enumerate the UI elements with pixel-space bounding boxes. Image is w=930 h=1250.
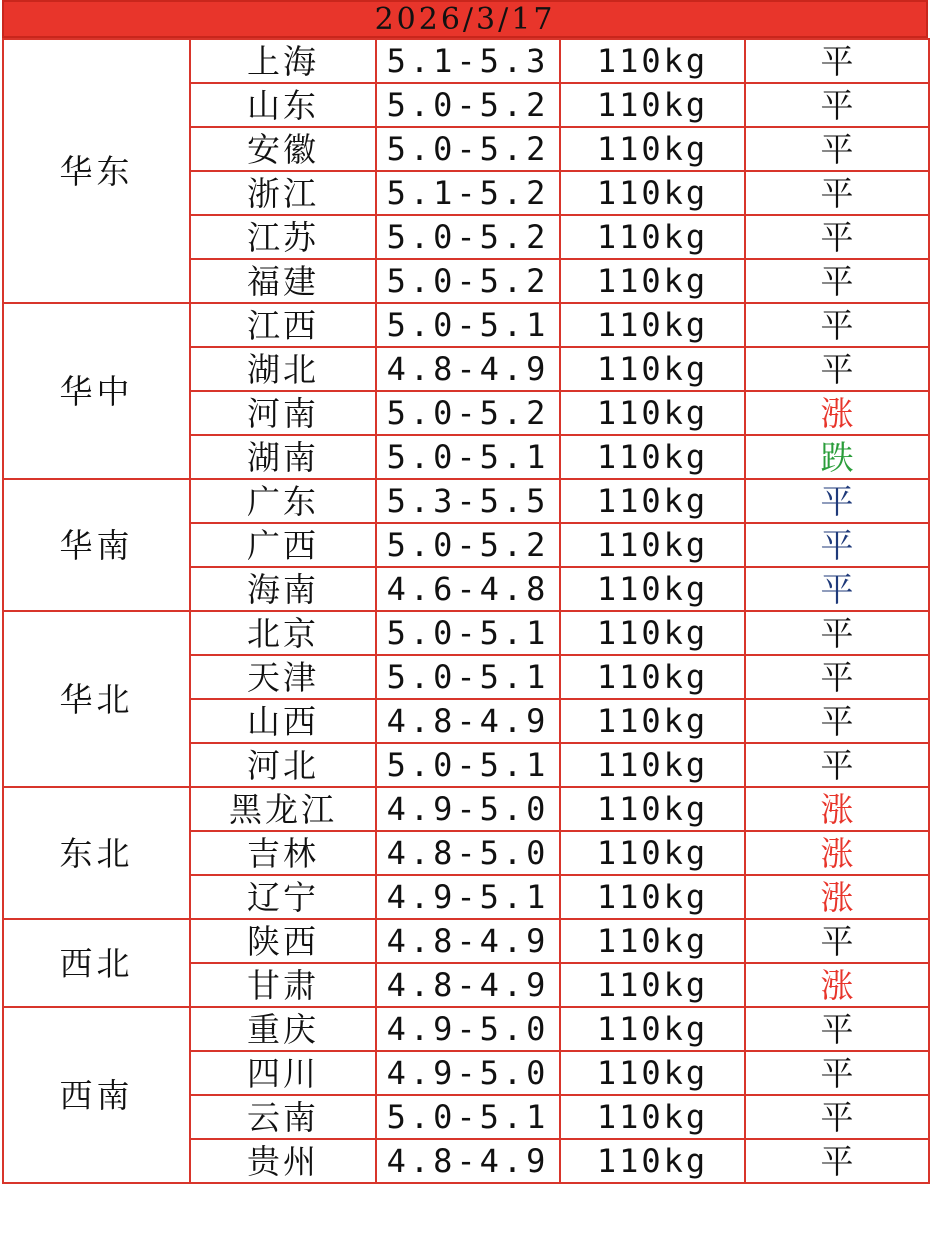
price-range-cell: 4.8-4.9 xyxy=(376,1139,560,1183)
trend-cell: 平 xyxy=(745,171,929,215)
price-range-cell: 5.0-5.1 xyxy=(376,1095,560,1139)
trend-cell: 涨 xyxy=(745,391,929,435)
weight-cell: 110kg xyxy=(560,479,745,523)
trend-cell: 跌 xyxy=(745,435,929,479)
trend-cell: 平 xyxy=(745,1007,929,1051)
price-range-cell: 4.9-5.0 xyxy=(376,787,560,831)
price-range-cell: 4.9-5.0 xyxy=(376,1007,560,1051)
weight-cell: 110kg xyxy=(560,787,745,831)
weight-cell: 110kg xyxy=(560,303,745,347)
price-range-cell: 4.8-4.9 xyxy=(376,347,560,391)
weight-cell: 110kg xyxy=(560,1051,745,1095)
price-range-cell: 5.3-5.5 xyxy=(376,479,560,523)
weight-cell: 110kg xyxy=(560,347,745,391)
trend-cell: 平 xyxy=(745,919,929,963)
province-cell: 上海 xyxy=(190,39,376,83)
price-range-cell: 4.8-4.9 xyxy=(376,919,560,963)
province-cell: 浙江 xyxy=(190,171,376,215)
province-cell: 海南 xyxy=(190,567,376,611)
province-cell: 山东 xyxy=(190,83,376,127)
trend-cell: 平 xyxy=(745,83,929,127)
price-range-cell: 5.0-5.1 xyxy=(376,611,560,655)
weight-cell: 110kg xyxy=(560,1095,745,1139)
province-cell: 广西 xyxy=(190,523,376,567)
weight-cell: 110kg xyxy=(560,743,745,787)
price-range-cell: 5.1-5.3 xyxy=(376,39,560,83)
date-title: 2026/3/17 xyxy=(374,1,556,37)
weight-cell: 110kg xyxy=(560,567,745,611)
price-range-cell: 4.9-5.0 xyxy=(376,1051,560,1095)
weight-cell: 110kg xyxy=(560,699,745,743)
province-cell: 福建 xyxy=(190,259,376,303)
price-range-cell: 5.0-5.1 xyxy=(376,435,560,479)
price-table-sheet xyxy=(2,0,928,1184)
province-cell: 辽宁 xyxy=(190,875,376,919)
province-cell: 甘肃 xyxy=(190,963,376,1007)
weight-cell: 110kg xyxy=(560,259,745,303)
province-cell: 黑龙江 xyxy=(190,787,376,831)
price-range-cell: 5.0-5.2 xyxy=(376,391,560,435)
region-cell: 华东 xyxy=(3,39,190,303)
weight-cell: 110kg xyxy=(560,1007,745,1051)
province-cell: 吉林 xyxy=(190,831,376,875)
weight-cell: 110kg xyxy=(560,83,745,127)
trend-cell: 平 xyxy=(745,303,929,347)
weight-cell: 110kg xyxy=(560,215,745,259)
region-cell: 华北 xyxy=(3,611,190,787)
weight-cell: 110kg xyxy=(560,391,745,435)
price-range-cell: 4.9-5.1 xyxy=(376,875,560,919)
province-cell: 安徽 xyxy=(190,127,376,171)
province-cell: 江西 xyxy=(190,303,376,347)
province-cell: 北京 xyxy=(190,611,376,655)
price-table-body xyxy=(3,39,929,1183)
region-cell: 西北 xyxy=(3,919,190,1007)
price-range-cell: 5.0-5.1 xyxy=(376,743,560,787)
province-cell: 云南 xyxy=(190,1095,376,1139)
price-range-cell: 5.0-5.1 xyxy=(376,655,560,699)
price-range-cell: 5.0-5.2 xyxy=(376,259,560,303)
region-cell: 西南 xyxy=(3,1007,190,1183)
region-cell: 华中 xyxy=(3,303,190,479)
trend-cell: 平 xyxy=(745,699,929,743)
price-range-cell: 4.8-4.9 xyxy=(376,699,560,743)
price-range-cell: 4.6-4.8 xyxy=(376,567,560,611)
weight-cell: 110kg xyxy=(560,655,745,699)
province-cell: 广东 xyxy=(190,479,376,523)
table-row xyxy=(3,787,929,831)
trend-cell: 平 xyxy=(745,1095,929,1139)
trend-cell: 涨 xyxy=(745,963,929,1007)
weight-cell: 110kg xyxy=(560,523,745,567)
trend-cell: 平 xyxy=(745,127,929,171)
trend-cell: 平 xyxy=(745,567,929,611)
table-row xyxy=(3,39,929,83)
province-cell: 湖南 xyxy=(190,435,376,479)
region-cell: 东北 xyxy=(3,787,190,919)
price-range-cell: 5.0-5.2 xyxy=(376,215,560,259)
weight-cell: 110kg xyxy=(560,919,745,963)
weight-cell: 110kg xyxy=(560,127,745,171)
province-cell: 陕西 xyxy=(190,919,376,963)
trend-cell: 平 xyxy=(745,1139,929,1183)
trend-cell: 平 xyxy=(745,215,929,259)
date-header xyxy=(2,0,928,38)
weight-cell: 110kg xyxy=(560,435,745,479)
province-cell: 四川 xyxy=(190,1051,376,1095)
province-cell: 山西 xyxy=(190,699,376,743)
price-range-cell: 5.0-5.2 xyxy=(376,127,560,171)
weight-cell: 110kg xyxy=(560,1139,745,1183)
trend-cell: 平 xyxy=(745,1051,929,1095)
weight-cell: 110kg xyxy=(560,963,745,1007)
trend-cell: 平 xyxy=(745,259,929,303)
price-range-cell: 5.1-5.2 xyxy=(376,171,560,215)
province-cell: 贵州 xyxy=(190,1139,376,1183)
weight-cell: 110kg xyxy=(560,831,745,875)
trend-cell: 平 xyxy=(745,347,929,391)
price-range-cell: 4.8-4.9 xyxy=(376,963,560,1007)
weight-cell: 110kg xyxy=(560,875,745,919)
price-table xyxy=(2,38,930,1184)
province-cell: 湖北 xyxy=(190,347,376,391)
province-cell: 河北 xyxy=(190,743,376,787)
trend-cell: 平 xyxy=(745,611,929,655)
province-cell: 天津 xyxy=(190,655,376,699)
trend-cell: 平 xyxy=(745,743,929,787)
table-row xyxy=(3,479,929,523)
price-range-cell: 5.0-5.2 xyxy=(376,523,560,567)
weight-cell: 110kg xyxy=(560,39,745,83)
province-cell: 江苏 xyxy=(190,215,376,259)
price-range-cell: 5.0-5.1 xyxy=(376,303,560,347)
table-row xyxy=(3,611,929,655)
table-row xyxy=(3,1007,929,1051)
province-cell: 重庆 xyxy=(190,1007,376,1051)
table-row xyxy=(3,303,929,347)
province-cell: 河南 xyxy=(190,391,376,435)
region-cell: 华南 xyxy=(3,479,190,611)
table-row xyxy=(3,919,929,963)
trend-cell: 平 xyxy=(745,655,929,699)
trend-cell: 平 xyxy=(745,479,929,523)
trend-cell: 涨 xyxy=(745,875,929,919)
trend-cell: 平 xyxy=(745,523,929,567)
weight-cell: 110kg xyxy=(560,171,745,215)
weight-cell: 110kg xyxy=(560,611,745,655)
price-range-cell: 4.8-5.0 xyxy=(376,831,560,875)
trend-cell: 涨 xyxy=(745,787,929,831)
trend-cell: 平 xyxy=(745,39,929,83)
trend-cell: 涨 xyxy=(745,831,929,875)
price-range-cell: 5.0-5.2 xyxy=(376,83,560,127)
